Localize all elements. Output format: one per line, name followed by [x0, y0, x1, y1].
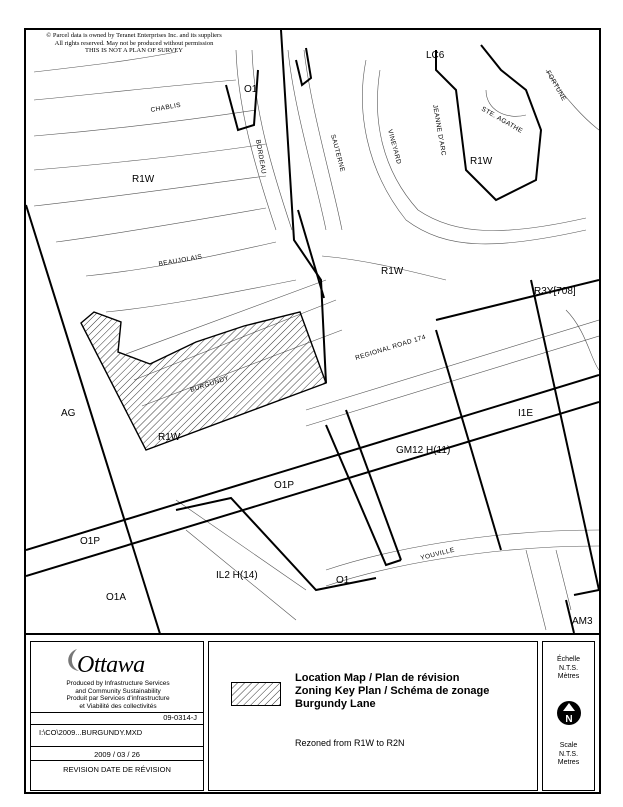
street-label-sauterne: SAUTERNE — [329, 133, 346, 173]
ottawa-logo: Ottawa — [77, 652, 145, 678]
scale-en-3: Metres — [557, 759, 580, 766]
producer-fr-1: Produit par Services d'infrastructure — [66, 695, 170, 702]
title-line-2: Zoning Key Plan / Schéma de zonage — [295, 685, 490, 697]
zone-label-o1a: O1A — [106, 592, 127, 603]
scale-box — [542, 641, 595, 791]
rezoning-note: Rezoned from R1W to R2N — [295, 738, 405, 748]
title-line-3: Burgundy Lane — [295, 698, 376, 710]
zone-label-i1e: I1E — [518, 408, 534, 419]
map-canvas — [26, 30, 599, 633]
zone-label-lc6: LC6 — [426, 50, 445, 61]
zone-label-r1w-central: R1W — [381, 266, 404, 277]
title-line-1: Location Map / Plan de révision — [295, 672, 460, 684]
north-arrow-icon — [556, 700, 582, 726]
scale-en-2: N.T.S. — [558, 750, 579, 758]
zone-label-o1-youville: O1 — [336, 575, 350, 586]
scale-fr-1: Échelle — [557, 656, 580, 663]
scale-en — [543, 742, 594, 768]
street-label-burgundy: BURGUNDY — [189, 374, 231, 394]
scale-fr — [543, 656, 594, 682]
north-letter: N — [565, 714, 573, 725]
copyright-line-2: All rights reserved. May not be produced without permission — [54, 39, 214, 47]
zone-label-ag: AG — [61, 408, 76, 419]
producer-fr-2: et Viabilité des collectivités — [79, 702, 157, 710]
zone-label-r1w-west: R1W — [132, 174, 155, 185]
copyright-line-3: THIS IS NOT A PLAN OF SURVEY — [85, 47, 183, 54]
street-label-youville: YOUVILLE — [419, 546, 456, 562]
street-label-bordeau: BORDEAU — [254, 139, 267, 175]
producer-en-1: Produced by Infrastructure Services — [66, 680, 170, 687]
copyright-notice — [29, 32, 239, 55]
zone-label-il2: IL2 H(14) — [216, 570, 258, 581]
copyright-line-1: Parcel data is owned by Teranet Enterprises Inc. and its suppliers — [52, 32, 222, 39]
zone-label-gm12: GM12 H(11) — [396, 445, 451, 456]
file-number: 09-0314-J — [31, 712, 203, 724]
zoning-map-sheet — [24, 28, 601, 794]
scale-fr-3: Mètres — [557, 673, 580, 680]
revision-date: 2009 / 03 / 26 — [31, 746, 203, 760]
hatch-legend-swatch — [231, 682, 281, 706]
zone-label-r3y708: R3Y[708] — [534, 286, 576, 297]
street-label-beaujolais: BEAUJOLAIS — [158, 253, 203, 268]
zone-label-am3: AM3 — [572, 616, 593, 627]
zone-label-o1p-west: O1P — [80, 536, 101, 547]
map-title — [295, 672, 489, 711]
zoning-map — [26, 30, 599, 633]
subject-parcel-hatch — [81, 312, 326, 450]
zone-label-o1-north: O1 — [244, 84, 258, 95]
revision-date-label: REVISION DATE DE RÉVISION — [31, 760, 203, 774]
scale-fr-2: N.T.S. — [558, 664, 579, 672]
file-path: I:\CO\2009...BURGUNDY.MXD — [31, 724, 203, 740]
street-label-jeanne-darc: JEANNE D'ARC — [431, 104, 447, 157]
street-label-regional-road: REGIONAL ROAD 174 — [354, 333, 427, 362]
street-label-vineyard: VINEYARD — [386, 128, 403, 166]
legend-panel — [26, 633, 599, 796]
copyright-symbol: © — [46, 32, 52, 39]
producer-box — [30, 641, 204, 791]
street-label-chablis: CHABLIS — [150, 101, 182, 114]
street-label-ste-agathe: STE. AGATHE — [480, 105, 524, 136]
title-box — [208, 641, 538, 791]
zone-label-r1w-northeast: R1W — [470, 156, 493, 167]
zone-label-r1w-subject: R1W — [158, 432, 181, 443]
producer-en-2: and Community Sustainability — [75, 687, 161, 695]
zone-label-o1p-center: O1P — [274, 480, 295, 491]
scale-en-1: Scale — [559, 742, 578, 749]
producer-text — [35, 680, 201, 710]
street-label-fortune: FORTUNE — [544, 69, 568, 103]
